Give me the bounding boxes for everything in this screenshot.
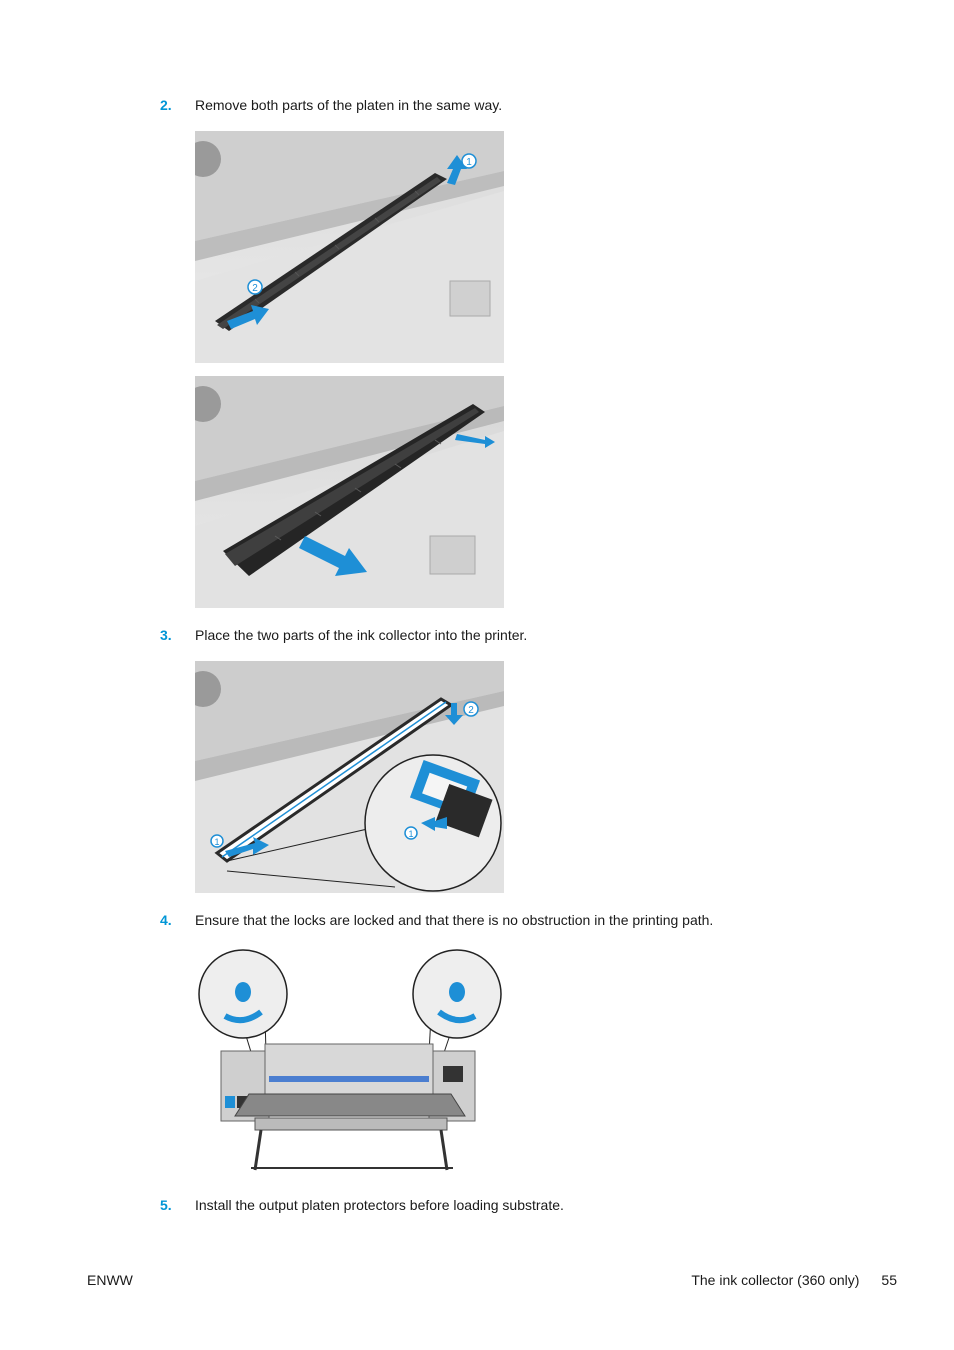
step-number: 3. <box>160 627 172 643</box>
callout-2: 2 <box>252 283 258 294</box>
step-text: Remove both parts of the platen in the same way. <box>195 97 503 113</box>
step-number: 4. <box>160 912 172 928</box>
footer-section: The ink collector (360 only) <box>691 1272 860 1288</box>
step-4 <box>160 912 713 928</box>
step-text: Place the two parts of the ink collector into the printer. <box>195 627 528 643</box>
callout-2: 2 <box>468 705 474 716</box>
step-text: Install the output platen protectors before loading substrate. <box>195 1197 564 1213</box>
step-3 <box>160 627 527 643</box>
step-number: 2. <box>160 97 172 113</box>
step-text: Ensure that the locks are locked and that there is no obstruction in the printing path. <box>195 912 714 928</box>
step-2 <box>160 97 502 113</box>
footer-right <box>691 1272 897 1288</box>
figure-remove-platen-lift <box>195 131 504 363</box>
figure-place-ink-collector <box>195 661 504 893</box>
step-number: 5. <box>160 1197 172 1213</box>
footer-left: ENWW <box>87 1272 133 1288</box>
page-number: 55 <box>881 1272 897 1288</box>
step-5 <box>160 1197 564 1213</box>
callout-1: 1 <box>466 157 472 168</box>
figure-remove-platen-pull <box>195 376 504 608</box>
figure-printer-locks <box>195 946 504 1176</box>
callout-1-inset: 1 <box>408 829 414 839</box>
callout-1: 1 <box>214 837 220 847</box>
